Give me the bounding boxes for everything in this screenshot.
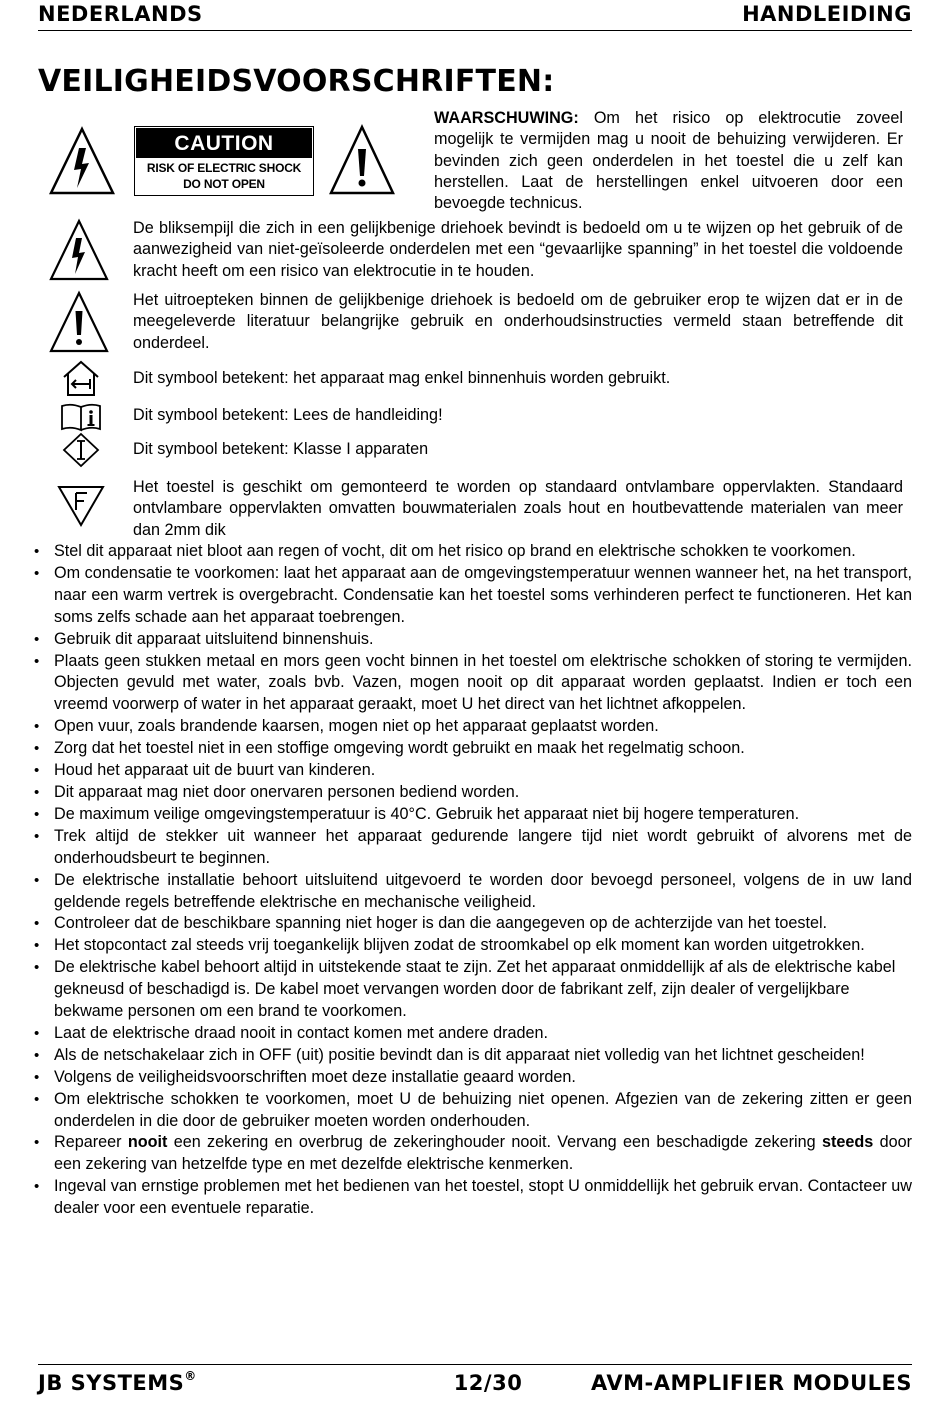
list-item: • Als de netschakelaar zich in OFF (uit) positie bevindt dan is dit apparaat niet volledig van het lichtnet gescheiden! [34, 1045, 912, 1067]
warning-label: WAARSCHUWING: [434, 109, 579, 127]
footer-product: AVM-AMPLIFIER MODULES [591, 1371, 912, 1395]
list-item: • Controleer dat de beschikbare spanning niet hoger is dan die aangegeven op de achterzijde van het toestel. [34, 913, 912, 935]
flammable-explanation: Het toestel is geschikt om gemonteerd te worden op standaard ontvlambare oppervlakten. Standaard ontvlambare oppervlakten omvatten bouwmaterialen zoals hout en houtbevattende materialen van meer dan 2mm dik [133, 478, 903, 539]
page-number: 12/30 [453, 1371, 523, 1395]
list-item: • Repareer nooit een zekering en overbrug de zekeringhouder nooit. Vervang een beschadigde zekering steeds door een zekering van hetzelfde type en met dezelfde elektrische kenmerken. [34, 1132, 912, 1176]
page-header [38, 2, 912, 31]
list-item: • Ingeval van ernstige problemen met het bedienen van het toestel, stopt U onmiddellijk het gebruik ervan. Contacteer uw dealer voor een eventuele reparatie. [34, 1176, 912, 1220]
list-item: • Zorg dat het toestel niet in een stoffige omgeving wordt gebruikt en maak het regelmatig schoon. [34, 738, 912, 760]
list-item: • Houd het apparaat uit de buurt van kinderen. [34, 760, 912, 782]
list-item: • De elektrische kabel behoort altijd in uitstekende staat te zijn. Zet het apparaat onmiddellijk af als de elektrische kabel gekneusd of beschadigd is. De kabel moet vervangen worden door de fabrikant zelf, zijn dealer of vergelijkbare bekwame personen om een brand te voorkomen. [34, 957, 912, 1023]
list-item: • Om condensatie te voorkomen: laat het apparaat aan de omgevingstemperatuur wennen wanneer het, na het transport, naar een warm vertrek is overgebracht. Condensatie kan het toestel soms verhinderen perfect te functioneren. Het kan soms zelfs schade aan het apparaat toebrengen. [34, 563, 912, 629]
exclamation-explanation: Het uitroepteken binnen de gelijkbenige driehoek is bedoeld om de gebruiker erop te wijzen dat er in de meegeleverde literatuur belangrijke gebruik en onderhoudsinstructies vermeld staan betreffende dit onderdeel. [133, 291, 903, 352]
list-item: • De elektrische installatie behoort uitsluitend uitgevoerd te worden door bevoegd personeel, volgens de in uw land geldende regels betreffende elektrische en mechanische veiligheid. [34, 870, 912, 914]
caution-label [134, 126, 314, 196]
read-manual-icon [60, 402, 102, 432]
lightning-triangle-icon [48, 218, 110, 282]
list-item: • Volgens de veiligheidsvoorschriften moet deze installatie geaard worden. [34, 1067, 912, 1089]
header-doc-type: HANDLEIDING [742, 2, 912, 26]
page-footer [38, 1364, 912, 1401]
list-item: • Dit apparaat mag niet door onervaren personen bediend worden. [34, 782, 912, 804]
footer-brand: JB SYSTEMS® [38, 1369, 197, 1395]
list-item: • Trek altijd de stekker uit wanneer het apparaat gedurende langere tijd niet wordt gebruikt of alvorens met de onderhoudsbeurt te beginnen. [34, 826, 912, 870]
indoor-use-icon [60, 357, 102, 399]
registered-mark: ® [184, 1369, 197, 1383]
class-one-explanation: Dit symbool betekent: Klasse I apparaten [133, 440, 429, 458]
list-item: • Laat de elektrische draad nooit in contact komen met andere draden. [34, 1023, 912, 1045]
lightning-explanation: De bliksempijl die zich in een gelijkbenige driehoek bevindt is bedoeld om u te wijzen op het gebruik of de aanwezigheid van niet-geïsoleerde onderdelen met een “gevaarlijke spanning” in het toestel die voldoende kracht heeft om een risico van elektrocutie in te houden. [133, 219, 903, 280]
exclamation-triangle-icon [48, 290, 110, 354]
warning-text: Om het risico op elektrocutie zoveel mogelijk te vermijden mag u nooit de behuizing verwijderen. Er bevinden zich geen onderdelen in het toestel die u zelf kan herstellen. Laat de herstellingen enkel uitvoeren door een bevoegde technicus. [434, 109, 903, 213]
warning-paragraph [434, 108, 903, 214]
list-item: • Het stopcontact zal steeds vrij toegankelijk blijven zodat de stroomkabel op elk moment kan worden uitgetrokken. [34, 935, 912, 957]
exclamation-triangle-icon [328, 124, 396, 196]
manual-explanation: Dit symbool betekent: Lees de handleiding! [133, 406, 443, 424]
header-language: NEDERLANDS [38, 2, 203, 26]
list-item: • Om elektrische schokken te voorkomen, moet U de behuizing niet openen. Afgezien van de zekering zitten er geen onderdelen in die door de gebruiker moeten worden onderhouden. [34, 1089, 912, 1133]
list-item: • Open vuur, zoals brandende kaarsen, mogen niet op het apparaat geplaatst worden. [34, 716, 912, 738]
list-item: • De maximum veilige omgevingstemperatuur is 40°C. Gebruik het apparaat niet bij hogere temperaturen. [34, 804, 912, 826]
list-item: • Stel dit apparaat niet bloot aan regen of vocht, dit om het risico op brand en elektrische schokken te voorkomen. [34, 541, 912, 563]
list-item: • Plaats geen stukken metaal en mors geen vocht binnen in het toestel om elektrische schokken of storing te vermijden. Objecten gevuld met water, zoals bvb. Vazen, mogen nooit op dit apparaat worden geplaatst. Indien er toch een vreemd voorwerp of water in het apparaat geraakt, moet U het direct van het lichtnet afkoppelen. [34, 651, 912, 717]
flammable-surface-icon [56, 484, 106, 528]
indoor-explanation: Dit symbool betekent: het apparaat mag enkel binnenhuis worden gebruikt. [133, 369, 671, 387]
class-one-icon [62, 432, 100, 468]
caution-subtext: RISK OF ELECTRIC SHOCK DO NOT OPEN [146, 161, 302, 191]
lightning-triangle-icon [48, 126, 116, 196]
caution-heading: CAUTION [136, 128, 312, 158]
safety-instructions-list [34, 541, 912, 1220]
section-title: VEILIGHEIDSVOORSCHRIFTEN: [38, 64, 555, 99]
list-item: • Gebruik dit apparaat uitsluitend binnenshuis. [34, 629, 912, 651]
